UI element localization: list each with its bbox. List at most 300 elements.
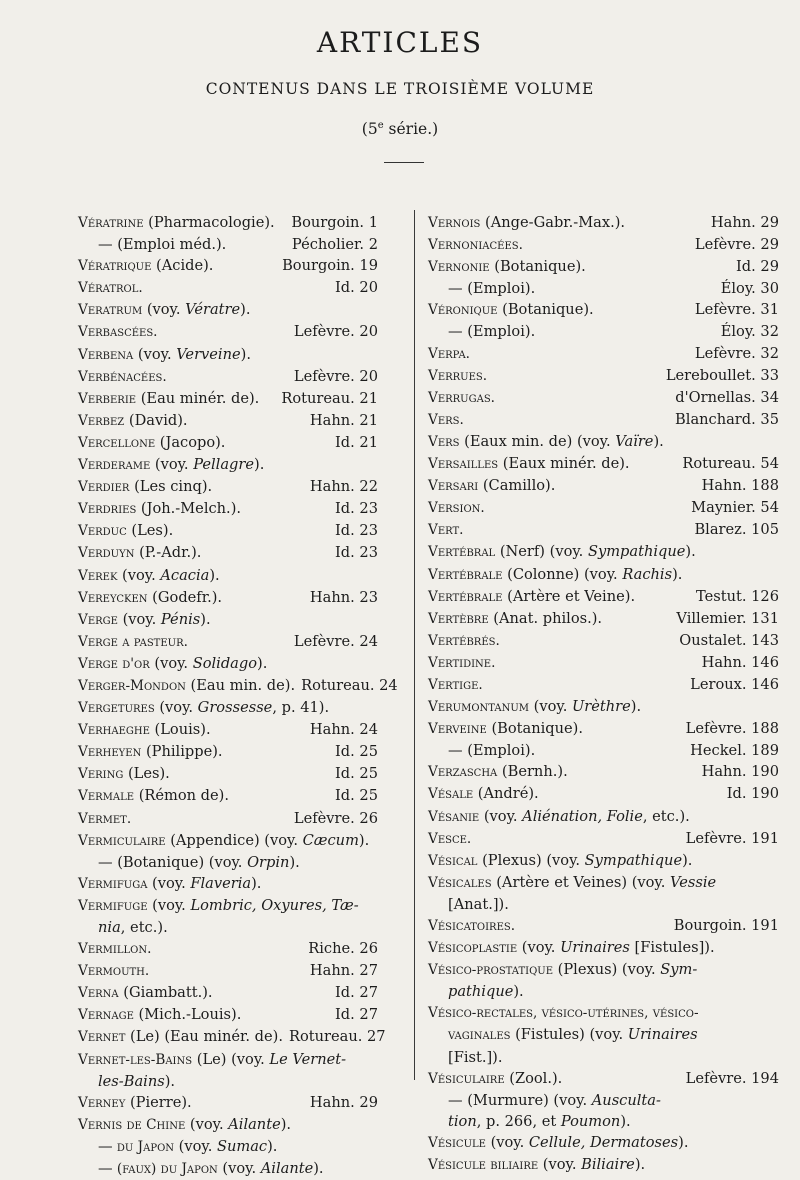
index-entry xyxy=(78,520,378,542)
entry-author: Lefèvre. xyxy=(293,367,360,385)
entry-page: 24 xyxy=(359,721,378,739)
entry-qualifier: (David). xyxy=(124,411,188,429)
title-rule xyxy=(384,162,424,163)
index-entry xyxy=(78,587,378,609)
index-entry xyxy=(78,852,378,873)
entry-author-page xyxy=(304,1092,378,1114)
entry-qualifier: (Le) (Eau minér. de). xyxy=(125,1028,283,1046)
entry-qualifier: (Eau minér. de). xyxy=(136,389,260,407)
entry-author: Hahn. xyxy=(710,214,761,231)
entry-reference: Rachis xyxy=(622,565,673,583)
index-entry xyxy=(78,1092,378,1114)
entry-page: 26 xyxy=(359,940,378,958)
entry-page: 1 xyxy=(368,214,378,231)
entry-headword: Vésiculaire xyxy=(428,1070,505,1087)
entry-qualifier: (Mich.-Louis). xyxy=(133,1006,242,1024)
index-entry xyxy=(78,255,378,277)
entry-text xyxy=(78,1136,277,1158)
entry-text xyxy=(78,982,213,1004)
entry-author-page xyxy=(715,278,779,299)
entry-headword: Vésanie xyxy=(428,808,480,825)
entry-suffix: ). xyxy=(240,301,251,319)
entry-suffix: ). xyxy=(200,610,211,628)
entry-text xyxy=(78,609,211,631)
entry-author: Pécholier. xyxy=(291,236,369,254)
entry-author: Hahn. xyxy=(701,763,752,781)
entry-headword: Vésico-rectales, vésico-utérines, vésico- xyxy=(428,1005,699,1022)
entry-headword: Verzascha xyxy=(428,764,498,781)
entry-headword: Vers. xyxy=(428,411,464,428)
entry-qualifier: (Pharmacologie). xyxy=(143,214,275,231)
index-entry xyxy=(78,1158,378,1180)
entry-page: 21 xyxy=(359,433,378,451)
entry-author: Id. xyxy=(335,787,360,805)
entry-author-page xyxy=(329,1004,378,1026)
entry-author-page xyxy=(689,343,779,365)
entry-qualifier: (voy. xyxy=(185,1115,229,1133)
entry-suffix: ). xyxy=(513,983,524,1001)
entry-headword: Verpa. xyxy=(428,345,470,362)
entry-suffix: , p. 41). xyxy=(272,699,330,717)
index-entry xyxy=(428,915,779,937)
entry-author-page xyxy=(680,1068,779,1090)
entry-page: 54 xyxy=(760,499,779,517)
entry-qualifier: (Botanique). xyxy=(486,720,583,738)
entry-text xyxy=(78,565,220,587)
entry-qualifier: (voy. xyxy=(174,1137,217,1155)
repeat-dash: — xyxy=(448,323,463,341)
entry-page: 146 xyxy=(751,675,779,693)
entry-text xyxy=(78,366,167,388)
entry-qualifier: (voy. xyxy=(485,1133,529,1151)
entry-author: Heckel. xyxy=(690,742,752,760)
entry-headword: Verduyn xyxy=(78,545,135,562)
index-entry xyxy=(428,608,779,630)
entry-qualifier: (voy. xyxy=(142,301,186,319)
index-entry xyxy=(428,872,779,894)
index-entry xyxy=(78,366,378,388)
entry-reference: Verveine xyxy=(176,345,241,363)
entry-text xyxy=(428,475,555,497)
index-entry xyxy=(428,321,779,342)
entry-headword: Vermet. xyxy=(78,810,132,827)
index-entry xyxy=(428,586,779,608)
entry-qualifier: (Artère et Veines) (voy. xyxy=(491,873,671,891)
entry-author-page xyxy=(329,542,378,564)
entry-author-page xyxy=(286,234,378,255)
entry-author-page xyxy=(329,741,378,763)
entry-text xyxy=(78,873,261,895)
entry-author-page xyxy=(721,783,779,805)
entry-page: 29 xyxy=(359,1093,378,1111)
entry-qualifier: (Joh.-Melch.). xyxy=(136,500,242,518)
entry-author-page xyxy=(676,453,779,475)
series-note xyxy=(0,120,800,138)
entry-author: Rotureau. xyxy=(281,389,360,407)
entry-headword: Verbénacées. xyxy=(78,368,167,385)
entry-headword: Verberie xyxy=(78,390,137,407)
entry-headword: du Japon xyxy=(112,1138,175,1155)
entry-reference: Urinaires xyxy=(627,1026,698,1044)
entry-qualifier: (Emploi). xyxy=(462,280,536,298)
entry-author: Riche. xyxy=(308,940,360,958)
entry-qualifier: (Artère et Veine). xyxy=(502,587,636,605)
index-entry xyxy=(78,741,378,763)
entry-headword: Versari xyxy=(428,478,479,495)
index-entry xyxy=(428,828,779,850)
entry-headword: Verge d'or xyxy=(78,655,150,672)
entry-headword: Verumontanum xyxy=(428,699,530,716)
entry-headword: Vésicule biliaire xyxy=(428,1157,539,1174)
entry-suffix: ). xyxy=(254,456,265,474)
entry-text xyxy=(78,741,223,763)
entry-reference: Sympathique xyxy=(587,543,686,561)
entry-author-page xyxy=(669,409,779,431)
entry-text xyxy=(428,564,682,586)
index-entry xyxy=(78,938,378,960)
entry-author: Hahn. xyxy=(309,411,360,429)
index-entry xyxy=(78,1026,386,1048)
entry-author: Bourgoin. xyxy=(673,917,752,934)
entry-text xyxy=(78,697,329,719)
entry-author-page xyxy=(288,808,378,830)
entry-headword: Vesce. xyxy=(428,830,472,847)
entry-suffix: ). xyxy=(630,698,642,716)
entry-headword: Verrues. xyxy=(428,367,488,384)
entry-author: Lefèvre. xyxy=(685,1069,752,1087)
entry-headword: Veratrum xyxy=(78,302,143,319)
entry-headword: Vésale xyxy=(428,786,474,803)
entry-text xyxy=(428,696,641,718)
entry-text xyxy=(78,960,149,982)
entry-headword: Verdries xyxy=(78,501,137,518)
entry-reference: Acacia xyxy=(160,566,210,584)
entry-page: 23 xyxy=(359,522,378,540)
entry-text xyxy=(428,1002,699,1024)
column-divider xyxy=(414,210,415,1080)
entry-suffix: ). xyxy=(685,543,696,561)
index-entry xyxy=(78,410,378,432)
entry-author: Blanchard. xyxy=(675,410,761,428)
entry-text xyxy=(428,519,463,541)
entry-headword: Verge xyxy=(78,611,118,628)
entry-page: 21 xyxy=(359,411,378,429)
entry-author: Oustalet. xyxy=(679,631,752,649)
index-entry xyxy=(428,497,779,519)
entry-text xyxy=(78,675,295,697)
entry-author: Id. xyxy=(726,785,752,803)
entry-author: Lefèvre. xyxy=(694,236,761,254)
entry-headword: Véronique xyxy=(428,302,498,319)
entry-reference: pathique xyxy=(448,983,514,1001)
entry-qualifier: (P.-Adr.). xyxy=(134,544,202,562)
entry-text xyxy=(428,453,630,475)
entry-reference: Ailante xyxy=(228,1115,281,1133)
entry-text xyxy=(78,1114,291,1136)
entry-author: Blarez. xyxy=(694,521,752,539)
entry-suffix: ). xyxy=(251,874,262,892)
entry-author: Id. xyxy=(736,258,761,276)
entry-qualifier: (Emploi). xyxy=(462,323,536,341)
entry-headword: Versailles xyxy=(428,456,499,473)
entry-reference: Vessie xyxy=(670,873,717,891)
entry-headword: Verhaeghe xyxy=(78,722,150,739)
index-entry xyxy=(428,212,779,234)
index-entry xyxy=(78,917,378,938)
entry-text xyxy=(78,1092,192,1114)
entry-text xyxy=(428,959,697,981)
entry-suffix: ). xyxy=(313,1160,324,1178)
entry-suffix: ). xyxy=(358,831,370,849)
entry-author-page xyxy=(329,520,378,542)
index-entry xyxy=(78,653,378,675)
entry-headword: Vertébrale xyxy=(428,588,503,605)
entry-page: 190 xyxy=(751,763,779,781)
entry-author: Éloy. xyxy=(720,280,761,298)
entry-author-page xyxy=(730,256,779,278)
entry-reference: Ausculta- xyxy=(591,1091,661,1109)
entry-author-page xyxy=(689,299,779,321)
entry-text xyxy=(428,586,635,608)
entry-headword: Vernet-les-Bains xyxy=(78,1051,193,1068)
index-entry xyxy=(78,565,378,587)
entry-author-page xyxy=(685,497,779,519)
index-entry xyxy=(428,783,779,805)
entry-qualifier: (Botanique) (voy. xyxy=(112,853,248,871)
entry-qualifier: (voy. xyxy=(154,699,198,717)
entry-author-page xyxy=(276,255,378,277)
entry-qualifier: (Eaux min. de) (voy. xyxy=(459,432,616,450)
entry-author: Id. xyxy=(335,522,360,540)
entry-reference: Le Vernet- xyxy=(269,1050,347,1068)
entry-headword: Vertébral xyxy=(428,544,496,561)
entry-author-page xyxy=(688,519,779,541)
entry-page: 194 xyxy=(751,1069,779,1087)
entry-author: Hahn. xyxy=(309,721,360,739)
repeat-dash: — xyxy=(448,280,463,298)
entry-page: 23 xyxy=(359,500,378,518)
entry-page: 105 xyxy=(751,521,779,539)
entry-headword: Vering xyxy=(78,766,124,783)
index-entry xyxy=(428,431,779,453)
entry-headword: Vératrique xyxy=(78,258,152,275)
entry-qualifier: (Eaux minér. de). xyxy=(498,455,630,473)
entry-author-page xyxy=(304,960,378,982)
index-entry xyxy=(428,453,779,475)
entry-headword: vaginales xyxy=(448,1027,511,1044)
entry-headword: Vernois xyxy=(428,215,481,231)
entry-qualifier: (voy. xyxy=(133,345,177,363)
entry-qualifier: (voy. xyxy=(217,1160,261,1178)
entry-headword: Vésicule xyxy=(428,1134,486,1151)
entry-text xyxy=(428,828,471,850)
entry-headword: Version. xyxy=(428,500,485,517)
entry-page: 188 xyxy=(751,720,779,738)
entry-suffix: ). xyxy=(267,1137,278,1155)
entry-page: 143 xyxy=(751,631,779,649)
index-entry xyxy=(428,652,779,674)
entry-author-page xyxy=(690,586,779,608)
entry-author-page xyxy=(696,761,779,783)
entry-text xyxy=(78,938,151,960)
entry-headword: Verbascées. xyxy=(78,324,158,341)
entry-reference: Cellule, Dermatoses xyxy=(528,1133,679,1151)
entry-headword: Vergetures xyxy=(78,700,155,717)
entry-author: Rotureau. xyxy=(682,455,761,473)
entry-reference: Sumac xyxy=(216,1137,268,1155)
entry-headword: Vertèbre xyxy=(428,610,489,627)
entry-qualifier: (Emploi méd.). xyxy=(112,236,227,254)
entry-page: 32 xyxy=(760,323,779,341)
entry-text xyxy=(78,277,143,299)
entry-reference: Vaïre xyxy=(615,432,654,450)
entry-qualifier: (Les). xyxy=(126,522,174,540)
entry-text xyxy=(428,652,495,674)
entry-author-page xyxy=(329,763,378,785)
entry-suffix: , etc.). xyxy=(642,807,690,825)
entry-qualifier: (Pierre). xyxy=(125,1093,192,1111)
entry-author-page xyxy=(673,630,779,652)
entry-headword: Verbena xyxy=(78,346,134,363)
index-entry xyxy=(78,344,378,366)
index-entry xyxy=(428,519,779,541)
entry-suffix: ). xyxy=(280,1115,292,1133)
entry-text xyxy=(78,1158,324,1180)
entry-page: 32 xyxy=(760,344,779,362)
entry-text xyxy=(428,365,487,387)
entry-text xyxy=(428,718,583,740)
index-entry xyxy=(428,1111,779,1132)
entry-author: Id. xyxy=(335,279,360,297)
entry-author-page xyxy=(275,388,378,410)
entry-page: 34 xyxy=(760,388,779,406)
entry-reference: Grossesse xyxy=(197,699,273,717)
entry-reference: Solidago xyxy=(192,654,257,672)
index-entry xyxy=(428,541,779,563)
entry-text xyxy=(428,541,696,563)
entry-reference: Flaveria xyxy=(190,874,252,892)
entry-author-page xyxy=(304,587,378,609)
page-title: ARTICLES xyxy=(316,26,484,59)
entry-page: 20 xyxy=(359,367,378,385)
entry-qualifier: (Rémon de). xyxy=(134,787,229,805)
entry-page: 54 xyxy=(760,455,779,473)
entry-reference: Urèthre xyxy=(571,698,631,716)
index-entry xyxy=(78,476,378,498)
index-entry xyxy=(428,1132,779,1154)
entry-page: 24 xyxy=(359,632,378,650)
entry-page: 27 xyxy=(359,984,378,1002)
entry-headword: Verduc xyxy=(78,523,127,540)
entry-text xyxy=(428,234,523,256)
entry-author-page xyxy=(288,366,378,388)
index-entry xyxy=(78,454,378,476)
entry-text xyxy=(78,1071,175,1092)
index-entry xyxy=(428,981,779,1002)
entry-page: 20 xyxy=(359,279,378,297)
entry-author: Rotureau. xyxy=(288,1028,367,1046)
index-entry xyxy=(78,609,378,631)
entry-headword: Vermiculaire xyxy=(78,832,166,849)
index-entry xyxy=(428,1090,779,1111)
entry-headword: Vésical xyxy=(428,852,478,869)
entry-qualifier: (voy. xyxy=(117,610,161,628)
entry-headword: Verrugas. xyxy=(428,389,495,406)
entry-author-page xyxy=(680,828,779,850)
entry-page: 146 xyxy=(751,653,779,671)
entry-author-page xyxy=(304,476,378,498)
entry-headword: Vésicoplastie xyxy=(428,940,518,957)
entry-text xyxy=(428,1068,562,1090)
entry-author: Rotureau. xyxy=(301,676,380,694)
repeat-dash: — xyxy=(448,742,463,760)
entry-author-page xyxy=(329,432,378,454)
entry-author-page xyxy=(288,321,378,343)
entry-suffix: ). xyxy=(653,432,664,450)
entry-text xyxy=(428,608,602,630)
entry-author: Lefèvre. xyxy=(685,720,752,738)
entry-headword: Verheyen xyxy=(78,744,142,761)
index-entry xyxy=(78,808,378,830)
entry-author: Lefèvre. xyxy=(293,632,360,650)
entry-qualifier: (Colonne) (voy. xyxy=(502,565,623,583)
entry-text xyxy=(428,937,715,959)
entry-headword: Vert. xyxy=(428,522,464,539)
entry-headword: Verge a pasteur. xyxy=(78,633,188,650)
entry-text xyxy=(78,631,188,653)
entry-text xyxy=(428,1111,631,1132)
entry-text xyxy=(78,299,250,321)
entry-text xyxy=(78,917,168,938)
entry-text xyxy=(428,783,539,805)
series-superscript: e xyxy=(377,120,384,131)
entry-headword: Vésico-prostatique xyxy=(428,962,554,979)
entry-author: Id. xyxy=(335,765,360,783)
entry-page: 26 xyxy=(359,809,378,827)
index-entry xyxy=(78,1071,378,1092)
index-entry xyxy=(428,475,779,497)
index-entry xyxy=(78,960,378,982)
entry-text xyxy=(428,894,509,915)
index-entry xyxy=(78,719,378,741)
entry-headword: Vers xyxy=(428,433,460,450)
page-subtitle: CONTENUS DANS LE TROISIÈME VOLUME xyxy=(205,80,595,98)
index-entry xyxy=(78,212,378,234)
entry-headword: Vernet xyxy=(78,1029,126,1046)
entry-text xyxy=(78,498,241,520)
index-entry xyxy=(428,894,779,915)
entry-text xyxy=(78,476,212,498)
entry-author: Lefèvre. xyxy=(694,344,761,362)
entry-qualifier: (Ange-Gabr.-Max.). xyxy=(480,214,626,231)
entry-author: Lefèvre. xyxy=(293,323,360,341)
entry-qualifier: (Les). xyxy=(123,765,170,783)
index-entry xyxy=(428,674,779,696)
entry-author: Maynier. xyxy=(691,499,761,517)
entry-page: 29 xyxy=(760,214,779,231)
entry-page: 31 xyxy=(760,301,779,319)
entry-headword: Vernonie xyxy=(428,259,490,276)
entry-text xyxy=(428,1132,688,1154)
entry-headword: Vercellone xyxy=(78,434,156,451)
index-entry xyxy=(78,830,378,852)
entry-headword: Verbez xyxy=(78,412,125,429)
entry-page: 24 xyxy=(379,676,398,694)
index-entry xyxy=(428,278,779,299)
repeat-dash: — xyxy=(98,853,113,871)
entry-text xyxy=(78,255,213,277)
entry-author-page xyxy=(684,674,779,696)
